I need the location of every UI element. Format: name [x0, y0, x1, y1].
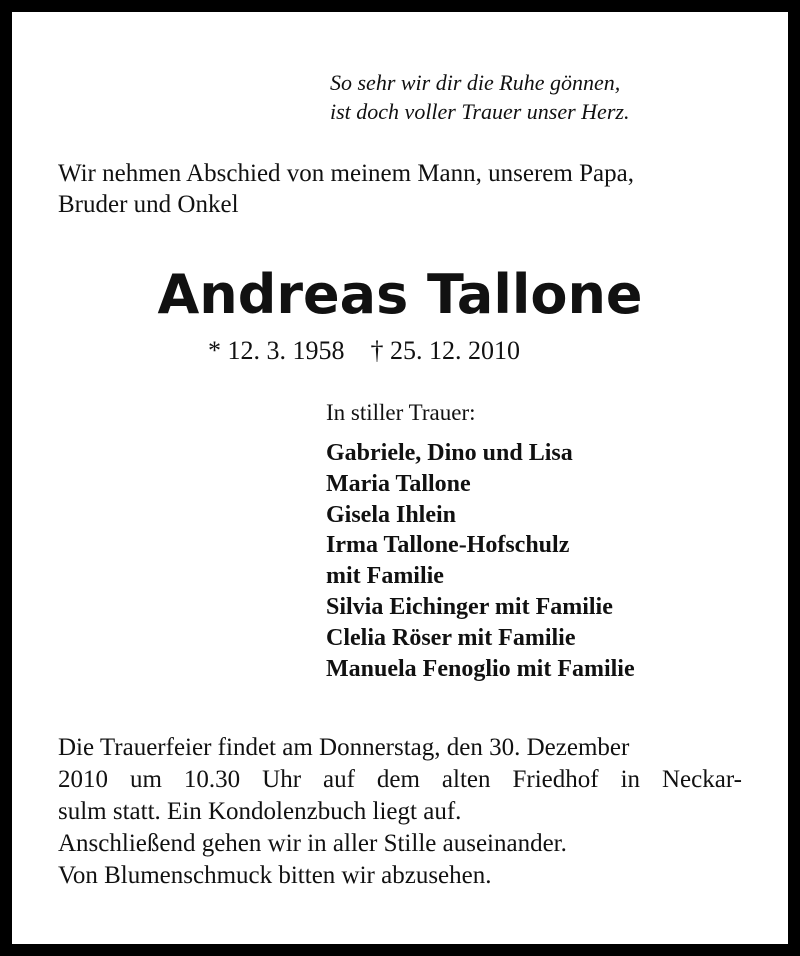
motto-verse [330, 68, 760, 126]
mourner-line: Maria Tallone [326, 470, 471, 497]
funeral-notice [58, 732, 758, 892]
mourner-line: Irma Tallone-Hofschulz [326, 532, 570, 559]
death-date: † 25. 12. 2010 [370, 336, 520, 365]
mourner-line: mit Familie [326, 563, 444, 590]
obituary-card [12, 12, 788, 944]
intro-text [58, 158, 778, 220]
intro-line-2: Bruder und Onkel [58, 191, 239, 218]
mourner-line: Clelia Röser mit Familie [326, 624, 576, 651]
notice-line-3: sulm statt. Ein Kondolenzbuch liegt auf. [58, 798, 462, 825]
birth-date: * 12. 3. 1958 [208, 336, 345, 365]
notice-line-1: Die Trauerfeier findet am Donnerstag, den 30. Dezember [58, 734, 630, 761]
motto-line-2: ist doch voller Trauer unser Herz. [330, 99, 630, 124]
mourner-line: Gabriele, Dino und Lisa [326, 440, 573, 466]
motto-line-1: So sehr wir dir die Ruhe gönnen, [330, 70, 621, 95]
notice-line-5: Von Blumenschmuck bitten wir abzusehen. [58, 862, 492, 889]
notice-line-4: Anschließend gehen wir in aller Stille auseinander. [58, 830, 567, 857]
mourning-label: In stiller Trauer: [326, 400, 476, 425]
intro-line-1: Wir nehmen Abschied von meinem Mann, unserem Papa, [58, 160, 634, 187]
life-dates [208, 334, 520, 368]
mourner-line: Manuela Fenoglio mit Familie [326, 655, 635, 682]
mourners-block [326, 398, 786, 684]
mourner-line: Silvia Eichinger mit Familie [326, 593, 613, 620]
notice-line-2: 2010 um 10.30 Uhr auf dem alten Friedhof in Neckar- [58, 766, 742, 793]
mourner-line: Gisela Ihlein [326, 501, 457, 528]
deceased-name: Andreas Tallone [157, 263, 643, 326]
